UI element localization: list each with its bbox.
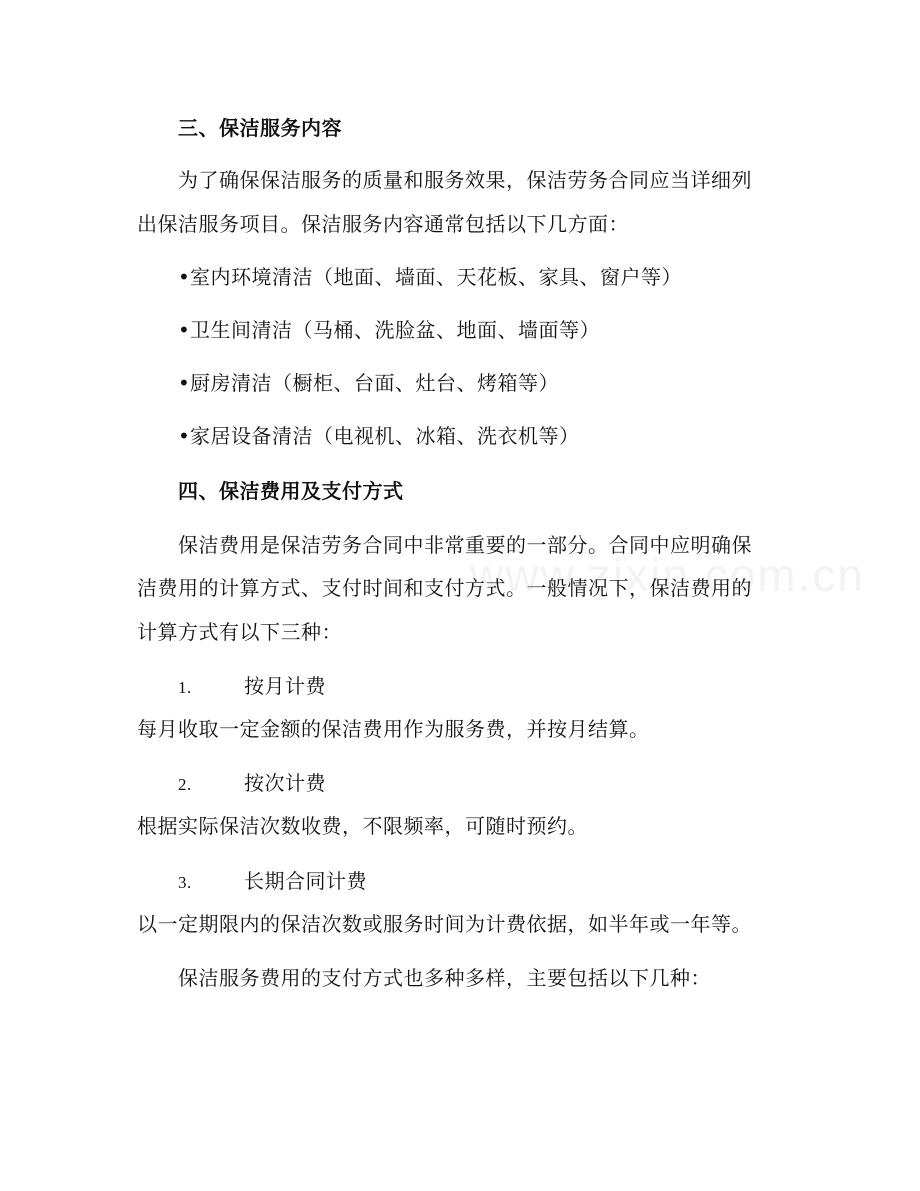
section3-intro-line-2: 出保洁服务项目。保洁服务内容通常包括以下几方面： bbox=[137, 212, 629, 236]
section4-intro-line-1: 保洁费用是保洁劳务合同中非常重要的一部分。合同中应明确保 bbox=[178, 533, 752, 557]
numbered-item bbox=[178, 671, 326, 703]
bullet-item bbox=[178, 368, 559, 398]
item-number: 3. bbox=[178, 873, 192, 892]
item-title: 按月计费 bbox=[244, 674, 326, 698]
numbered-item bbox=[178, 866, 367, 898]
bullet-text: 家居设备清洁（电视机、冰箱、洗衣机等） bbox=[190, 424, 580, 448]
bullet-text: 卫生间清洁（马桶、洗脸盆、地面、墙面等） bbox=[190, 318, 600, 342]
bullet-marker: • bbox=[178, 424, 191, 448]
bullet-text: 室内环境清洁（地面、墙面、天花板、家具、窗户等） bbox=[190, 265, 682, 289]
bullet-marker: • bbox=[178, 371, 191, 395]
section3-intro-line-1: 为了确保保洁服务的质量和服务效果，保洁劳务合同应当详细列 bbox=[178, 168, 752, 192]
section-heading-3: 三、保洁服务内容 bbox=[178, 116, 342, 140]
item-description: 以一定期限内的保洁次数或服务时间为计费依据，如半年或一年等。 bbox=[137, 912, 752, 936]
item-description: 每月收取一定金额的保洁费用作为服务费，并按月结算。 bbox=[137, 717, 650, 741]
payment-intro: 保洁服务费用的支付方式也多种多样，主要包括以下几种： bbox=[178, 966, 711, 990]
item-title: 长期合同计费 bbox=[244, 869, 367, 893]
bullet-item bbox=[178, 315, 600, 345]
item-number: 1. bbox=[178, 678, 192, 697]
item-title: 按次计费 bbox=[244, 771, 326, 795]
item-number: 2. bbox=[178, 775, 192, 794]
section-heading-4: 四、保洁费用及支付方式 bbox=[178, 479, 404, 503]
bullet-marker: • bbox=[178, 265, 191, 289]
bullet-item bbox=[178, 421, 580, 451]
bullet-marker: • bbox=[178, 318, 191, 342]
section4-intro-line-3: 计算方式有以下三种： bbox=[137, 620, 342, 644]
bullet-text: 厨房清洁（橱柜、台面、灶台、烤箱等） bbox=[190, 371, 559, 395]
bullet-item bbox=[178, 262, 682, 292]
section4-intro-line-2: 洁费用的计算方式、支付时间和支付方式。一般情况下，保洁费用的 bbox=[137, 576, 752, 600]
item-description: 根据实际保洁次数收费，不限频率，可随时预约。 bbox=[137, 814, 588, 838]
numbered-item bbox=[178, 768, 326, 800]
